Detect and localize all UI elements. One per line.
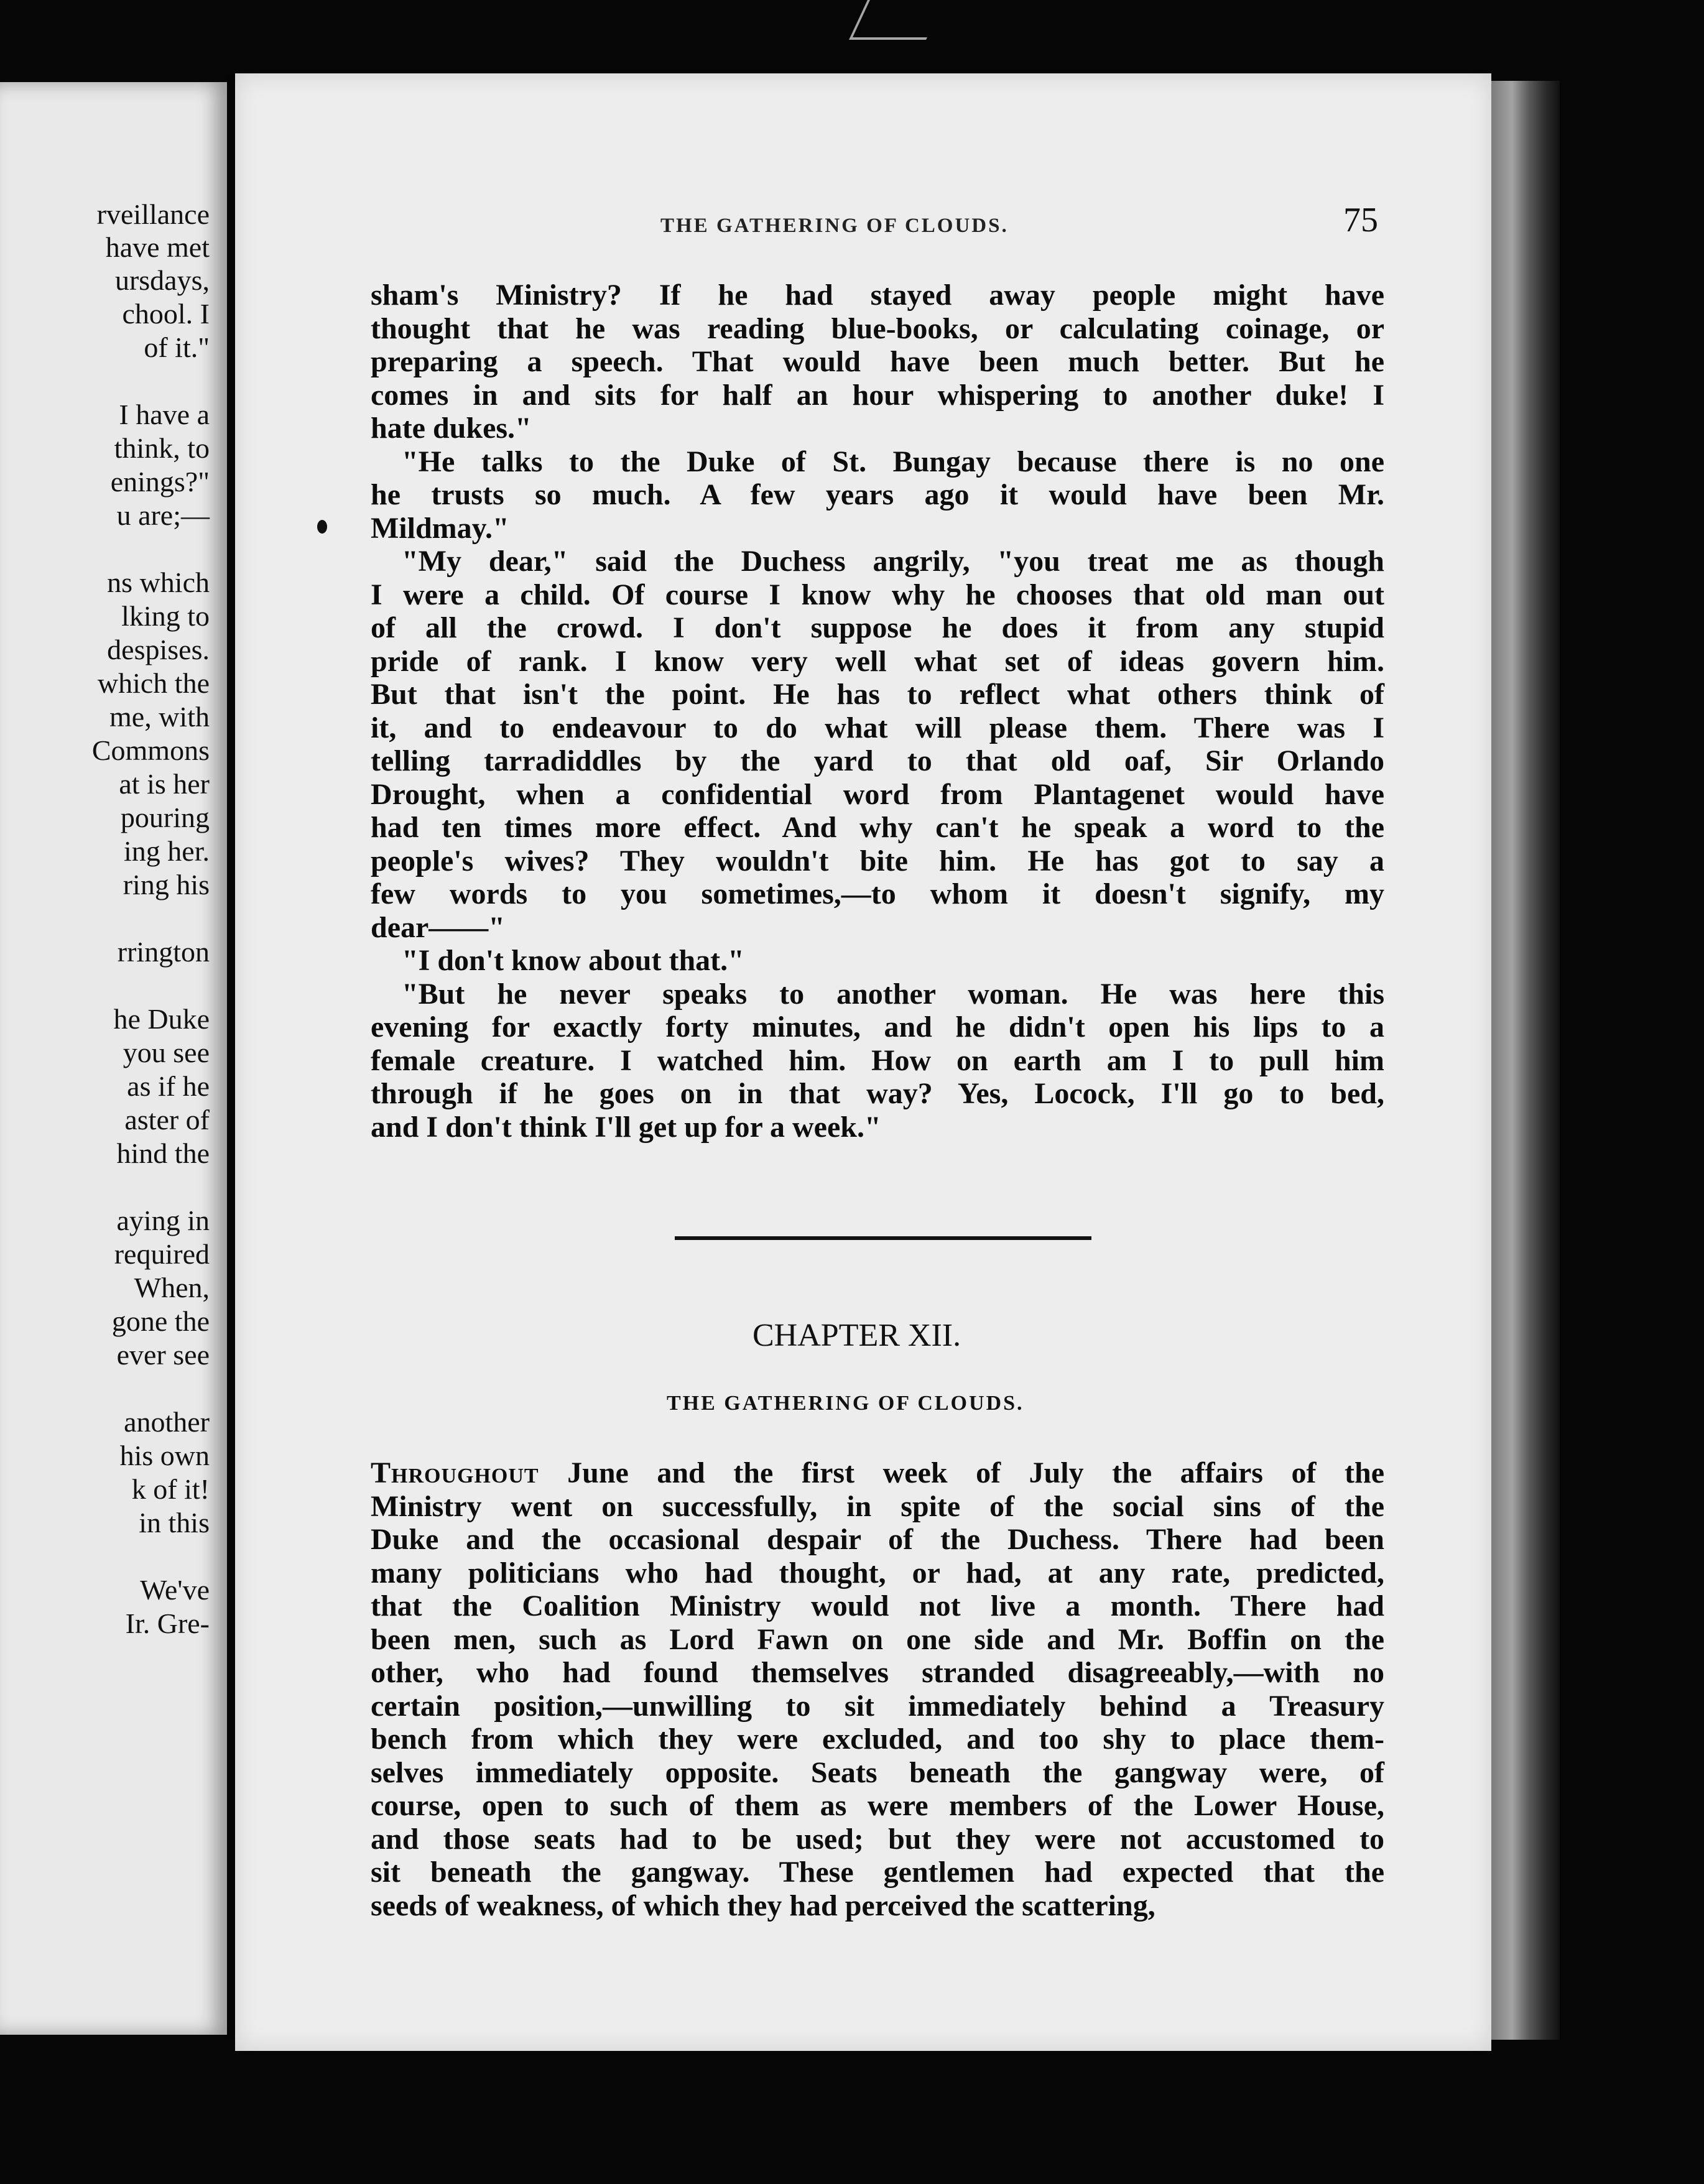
left-page-line: despises. xyxy=(107,634,210,665)
left-page-line: required xyxy=(114,1238,210,1270)
body-line: Ministry went on successfully, in spite of the social sins of the xyxy=(371,1489,1384,1523)
left-page-line: think, to xyxy=(114,432,210,464)
left-page-line: of it." xyxy=(144,331,210,363)
body-line: Mildmay." xyxy=(371,511,509,545)
body-line: "I don't know about that." xyxy=(402,944,744,977)
body-line: hate dukes." xyxy=(371,412,532,445)
left-page-line: rveillance xyxy=(96,198,210,230)
body-line: that the Coalition Ministry would not live a month. There had xyxy=(371,1589,1384,1622)
body-line: female creature. I watched him. How on earth am I to pull him xyxy=(371,1043,1384,1077)
body-line: Drought, when a confidential word from Plantagenet would have xyxy=(371,777,1384,811)
left-page-line: chool. I xyxy=(122,298,210,330)
left-facing-page xyxy=(0,82,227,2035)
body-line: other, who had found themselves stranded disagreeably,—with no xyxy=(371,1656,1384,1689)
body-line: he trusts so much. A few years ago it would have been Mr. xyxy=(371,478,1384,511)
body-line: "He talks to the Duke of St. Bungay because there is no one xyxy=(402,445,1384,478)
body-line: evening for exactly forty minutes, and he didn't open his lips to a xyxy=(371,1011,1384,1043)
left-page-line: his own xyxy=(119,1440,210,1471)
body-line: seeds of weakness, of which they had perceived the scattering, xyxy=(371,1889,1155,1922)
left-page-line: he Duke xyxy=(113,1003,210,1035)
body-line: But that isn't the point. He has to reflect what others think of xyxy=(371,678,1384,711)
left-page-line: as if he xyxy=(127,1070,210,1102)
body-line: few words to you sometimes,—to whom it doesn't signify, my xyxy=(371,877,1384,910)
left-page-line: in this xyxy=(139,1507,210,1539)
left-page-line: hind the xyxy=(116,1137,210,1169)
body-line: and I don't think I'll get up for a week." xyxy=(371,1110,881,1144)
body-line: bench from which they were excluded, and too shy to place them- xyxy=(371,1723,1384,1756)
body-line: pride of rank. I know very well what set of ideas govern him. xyxy=(371,644,1384,678)
body-line: thought that he was reading blue-books, or calculating coinage, or xyxy=(371,312,1384,345)
left-page-line: lking to xyxy=(121,600,210,632)
body-line: "My dear," said the Duchess angrily, "you treat me as though xyxy=(402,545,1384,578)
chapter-divider-rule xyxy=(675,1236,1091,1240)
left-page-line: We've xyxy=(140,1574,210,1606)
body-line: had ten times more effect. And why can't he speak a word to the xyxy=(371,811,1384,844)
body-line: Duke and the occasional despair of the Duchess. There had been xyxy=(371,1523,1384,1556)
page-edges xyxy=(1491,81,1560,2040)
left-page-line: ing her. xyxy=(124,835,210,867)
left-page-line: another xyxy=(124,1406,210,1438)
left-page-line: aster of xyxy=(124,1104,210,1136)
body-line: through if he goes on in that way? Yes, Locock, I'll go to bed, xyxy=(371,1077,1384,1110)
body-line: sham's Ministry? If he had stayed away people might have xyxy=(371,279,1384,312)
body-line: "But he never speaks to another woman. He was here this xyxy=(402,977,1384,1011)
left-page-line: me, with xyxy=(109,701,210,733)
page-number: 75 xyxy=(1343,201,1378,239)
body-line: many politicians who had thought, or had, at any rate, predicted, xyxy=(371,1556,1384,1589)
body-line: been men, such as Lord Fawn on one side and Mr. Boffin on the xyxy=(371,1622,1384,1656)
left-page-line: k of it! xyxy=(131,1473,210,1505)
left-page-line: pouring xyxy=(120,802,210,833)
left-page-line: gone the xyxy=(111,1305,210,1337)
body-line: dear——" xyxy=(371,910,505,944)
left-page-line: aying in xyxy=(116,1205,210,1236)
body-text-top xyxy=(371,279,1384,1144)
body-line: sit beneath the gangway. These gentlemen had expected that the xyxy=(371,1856,1384,1889)
body-line: and those seats had to be used; but they were not accustomed to xyxy=(371,1822,1384,1856)
body-line: course, open to such of them as were members of the Lower House, xyxy=(371,1789,1384,1822)
body-line: comes in and sits for half an hour whispering to another duke! I xyxy=(371,378,1384,412)
body-line: preparing a speech. That would have been much better. But he xyxy=(371,345,1384,378)
left-page-line: Ir. Gre- xyxy=(125,1608,210,1639)
ink-blot xyxy=(317,520,327,534)
chapter-subtitle: THE GATHERING OF CLOUDS. xyxy=(667,1392,1024,1415)
body-line: of all the crowd. I don't suppose he does it from any stupid xyxy=(371,611,1384,644)
left-page-line: you see xyxy=(123,1037,210,1068)
left-page-line: I have a xyxy=(119,399,210,430)
body-line: people's wives? They wouldn't bite him. He has got to say a xyxy=(371,844,1384,877)
left-page-line: ns which xyxy=(107,567,210,598)
left-page-line: rrington xyxy=(117,936,210,968)
body-line: certain position,—unwilling to sit immediately behind a Treasury xyxy=(371,1689,1384,1723)
left-page-line: Commons xyxy=(91,734,210,766)
chapter-title: CHAPTER XII. xyxy=(752,1318,961,1353)
left-page-line: When, xyxy=(134,1272,210,1303)
chapter-opening-word: Throughout xyxy=(371,1456,539,1489)
body-line: telling tarradiddles by the yard to that old oaf, Sir Orlando xyxy=(371,744,1384,777)
body-text-bottom xyxy=(371,1456,1384,1922)
left-page-line: which the xyxy=(97,667,210,699)
body-line: selves immediately opposite. Seats beneath the gangway were, of xyxy=(371,1756,1384,1789)
running-head: THE GATHERING OF CLOUDS. xyxy=(660,215,1009,237)
left-page-line: have met xyxy=(105,231,210,263)
left-page-line: u are;— xyxy=(116,499,210,531)
body-line: it, and to endeavour to do what will please them. There was I xyxy=(371,711,1384,744)
body-line xyxy=(371,1456,1384,1490)
page-corner-fold xyxy=(849,0,945,40)
first-line-rest: June and the first week of July the affairs of the xyxy=(539,1456,1384,1489)
left-page-line: enings?" xyxy=(110,466,210,497)
body-line: I were a child. Of course I know why he chooses that old man out xyxy=(371,578,1384,611)
left-page-line: at is her xyxy=(119,768,210,800)
left-page-line: ever see xyxy=(116,1339,210,1371)
left-page-line: ring his xyxy=(123,869,210,900)
left-page-line: ursdays, xyxy=(114,264,210,296)
